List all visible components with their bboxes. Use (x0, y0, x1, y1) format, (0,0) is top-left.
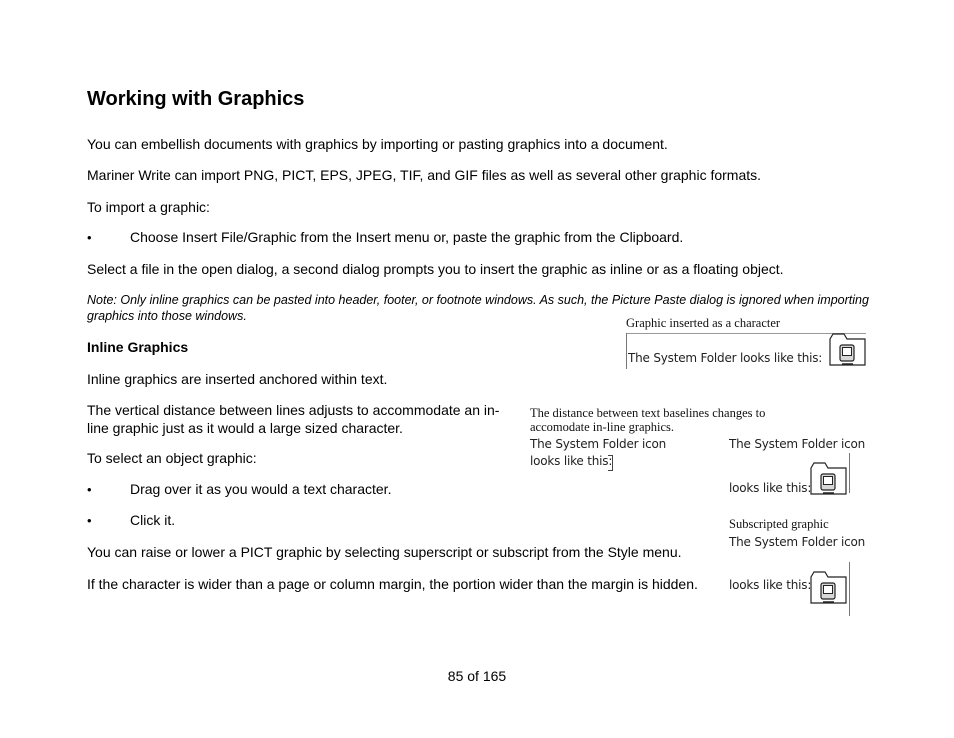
system-folder-icon (810, 462, 848, 495)
figure-caption-inserted: Graphic inserted as a character (626, 316, 781, 330)
figure-left-line-2: looks like this: (530, 454, 613, 468)
paragraph-select-file: Select a file in the open dialog, a second dialog prompts you to insert the graphic as inline or as a floating object. (87, 261, 784, 277)
system-folder-icon (829, 333, 867, 366)
bullet-marker: • (87, 513, 92, 528)
figure-right-line-2: looks like this: (729, 481, 812, 495)
margin-line (849, 453, 850, 493)
figure-subscript-line-2: looks like this: (729, 578, 812, 592)
bullet-marker: • (87, 230, 92, 245)
page-title: Working with Graphics (87, 88, 305, 110)
bullet-click: Click it. (130, 512, 176, 528)
paragraph-raise-lower: You can raise or lower a PICT graphic by selecting superscript or subscript from the Style menu. (87, 544, 682, 560)
figure-system-folder-line: The System Folder looks like this: (628, 351, 823, 365)
section-heading-inline-graphics: Inline Graphics (87, 339, 189, 355)
paragraph-to-select: To select an object graphic: (87, 450, 257, 466)
paragraph-formats: Mariner Write can import PNG, PICT, EPS, JPEG, TIF, and GIF files as well as several other graphic formats. (87, 167, 762, 183)
figure-caption-subscripted: Subscripted graphic (729, 517, 829, 531)
bullet-import: Choose Insert File/Graphic from the Insert menu or, paste the graphic from the Clipboard. (130, 229, 684, 245)
text-cursor-icon (608, 455, 613, 471)
figure-caption-baselines: The distance between text baselines changes to accomodate in-line graphics. (530, 406, 766, 434)
paragraph-intro: You can embellish documents with graphics by importing or pasting graphics into a document. (87, 136, 668, 152)
paragraph-wider: If the character is wider than a page or column margin, the portion wider than the margin is hidden. (87, 576, 698, 592)
paragraph-to-import: To import a graphic: (87, 199, 210, 215)
system-folder-icon (810, 571, 848, 604)
figure-frame-left (626, 333, 627, 369)
paragraph-inline-intro: Inline graphics are inserted anchored within text. (87, 371, 388, 387)
paragraph-vertical-distance: The vertical distance between lines adjusts to accommodate an in-line graphic just as it would a large sized character. (87, 402, 500, 436)
margin-line (849, 562, 850, 616)
figure-left-line-1: The System Folder icon (530, 437, 667, 451)
bullet-drag: Drag over it as you would a text character. (130, 481, 392, 497)
page-number: 85 of 165 (447, 668, 507, 684)
bullet-marker: • (87, 482, 92, 497)
note-paragraph: Note: Only inline graphics can be pasted into header, footer, or footnote windows. As such, the Picture Paste dialog is ignored when importing graphics into those windows. (87, 293, 869, 323)
figure-right-line-1: The System Folder icon (729, 437, 866, 451)
figure-subscript-line-1: The System Folder icon (729, 535, 866, 549)
